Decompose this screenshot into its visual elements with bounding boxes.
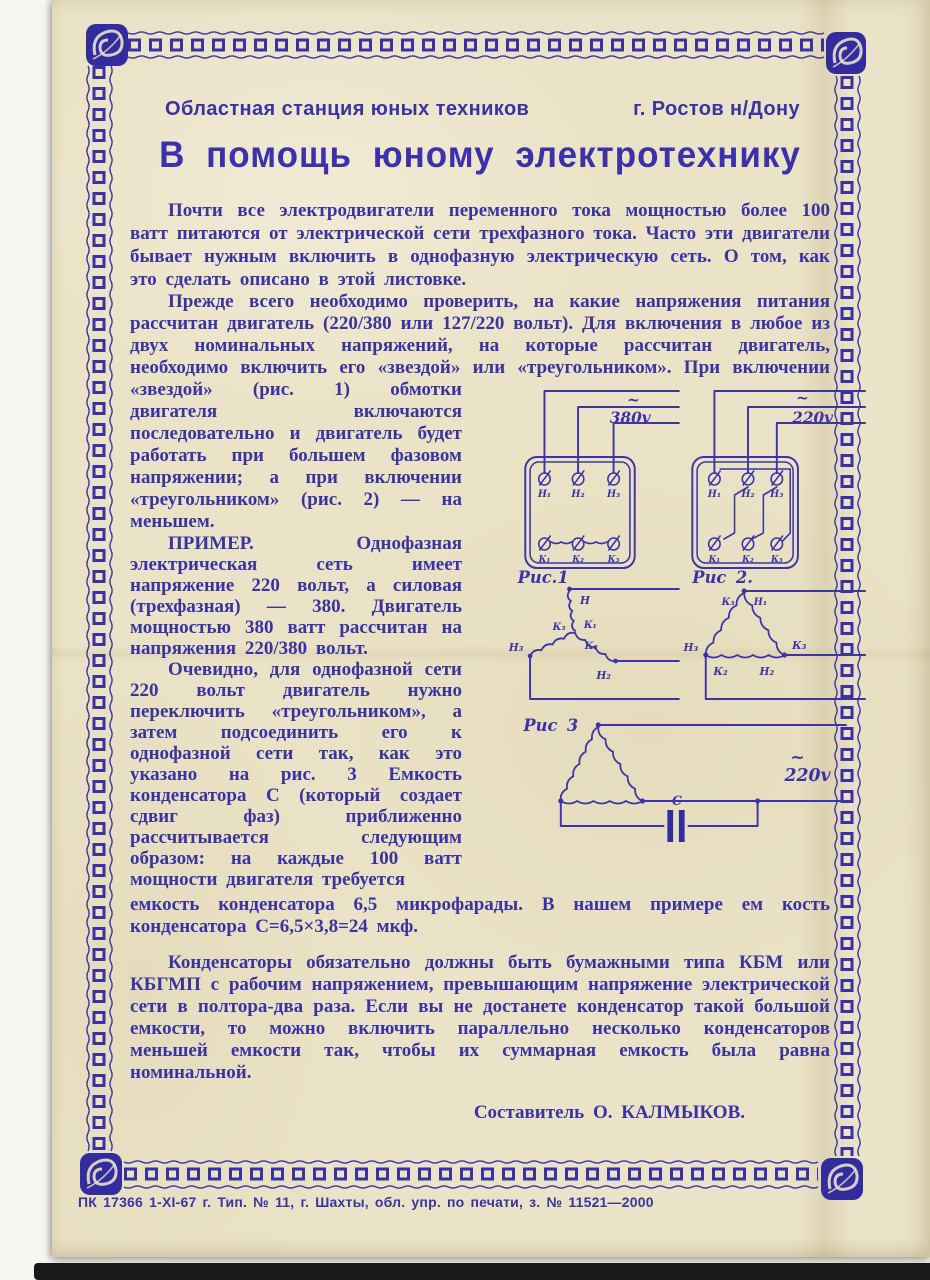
masthead-organization: Областная станция юных техников xyxy=(165,98,530,120)
masthead xyxy=(130,98,830,121)
fig2-winding-topleft-label: К₃ xyxy=(721,596,735,609)
fig1-tilde: ~ xyxy=(627,389,640,410)
fig1-caption: Рис.1 xyxy=(517,566,569,588)
fig1-winding-top-label: Н xyxy=(580,593,590,608)
paragraph-connections-wrapped: При включении «звездой» (рис. 1) обмотки двигателя включаются последовательно и двигатель будет работать при большем фазовом напряжении; а при включении «треугольником» (рис. 2) — на меньшем. xyxy=(130,357,830,532)
fig2-terminals xyxy=(709,471,783,550)
page-title: В помощь юному электротехнику xyxy=(159,133,801,176)
circuit-figures xyxy=(508,381,868,851)
fig2-caption: Рис 2. xyxy=(692,566,753,588)
fig1-winding-center-right: К₁ xyxy=(583,619,597,632)
fig1-label-k2: К₂ xyxy=(572,554,584,566)
fig2-label-n1: Н₁ xyxy=(707,488,722,501)
fig1-label-n2: Н₂ xyxy=(571,488,585,501)
fig2-winding-topright-label: Н₁ xyxy=(753,596,768,609)
leaflet-page xyxy=(52,0,930,1257)
corner-ornament-top-right xyxy=(826,32,866,74)
paragraph-intro: Почти все электродвигатели переменного тока мощностью более 100 ватт питаются от электрической сети трехфазного тока. Часто эти двигатели бывает нужным включить в однофазную электрическую сеть. О том, как это сделать описано в этой листовке. xyxy=(130,200,830,290)
fig1-winding-center-left: К₃ xyxy=(552,621,566,634)
fig1-winding-center-bottom: К₂ xyxy=(584,640,598,653)
fig2-label-k3: К₃ xyxy=(770,554,783,566)
paragraph-connections-intro: Прежде всего необходимо проверить, на какие напряжения питания рассчитан двигатель (220/380 или 127/220 вольт). Для включения в любое из двух номинальных напряжений, на которые рассчитан двигатель, необходимо включить его «звездой» или «треугольником». xyxy=(130,291,830,378)
fig1-label-k1: К₁ xyxy=(538,554,551,566)
corner-ornament-bottom-right xyxy=(821,1158,863,1200)
masthead-city: г. Ростов н/Дону xyxy=(633,98,800,120)
leaflet-content xyxy=(130,0,834,1124)
fig1-terminals xyxy=(539,471,620,550)
fig1-label-n1: Н₁ xyxy=(537,488,552,501)
figure-1-star-box xyxy=(517,390,679,587)
body-text xyxy=(130,199,834,1124)
paragraph-capacitance: Очевидно, для однофазной сети 220 вольт двигатель нужно переключить «треугольником», а затем подсоединить его к однофазной сети так, как это указано на рис. 3 Емкость конденсатора С (который создает сдвиг фаз) приближенно рассчитывается следующим образом: на каждые 100 ватт мощности двигателя требуется xyxy=(130,659,462,890)
scanner-edge xyxy=(34,1263,930,1280)
fig1-winding-left-label: Н₃ xyxy=(508,640,524,655)
fig2-label-n2: Н₂ xyxy=(741,488,755,501)
fig2-winding-left-label: Н₃ xyxy=(683,640,699,655)
fig2-winding-bottomright-label: Н₂ xyxy=(759,664,775,679)
figure-1-star-winding xyxy=(508,587,679,699)
corner-ornament-bottom-left xyxy=(80,1153,122,1195)
fig3-tilde: ~ xyxy=(790,746,805,769)
fig2-winding-right-label: К₃ xyxy=(792,638,807,653)
fig2-tilde: ~ xyxy=(796,387,809,408)
figure-2-delta-winding xyxy=(683,588,866,699)
fig1-voltage: 380v xyxy=(609,407,651,428)
paragraph-example: ПРИМЕР. Однофазная электрическая сеть имеет напряжение 220 вольт, а силовая (трехфазная) — 380. Двигатель мощностью 380 ватт рассчитан на напряжения 220/380 вольт. xyxy=(130,533,462,659)
fig3-caption: Рис 3 xyxy=(523,714,579,736)
fig2-label-n3: Н₃ xyxy=(770,488,784,501)
paragraph-capacitance-cont: емкость конденсатора 6,5 микрофарады. В нашем примере ем кость конденсатора С=6,5×3,8=24 мкф. xyxy=(130,894,830,937)
paragraph-capacitor-types: Конденсаторы обязательно должны быть бумажными типа КБМ или КБГМП с рабочим напряжением, превышающим напряжение электрической сети в полтора-два раза. Если вы не достанете конденсатор такой большой емкости, то можно включить параллельно несколько конденсаторов меньшей емкости так, чтобы их суммарная емкость была равна номинальной. xyxy=(130,952,830,1083)
byline: Составитель О. КАЛМЫКОВ. xyxy=(473,1102,745,1123)
fig2-label-k1: К₁ xyxy=(708,554,721,566)
fig1-winding-right-label: Н₂ xyxy=(596,668,611,683)
fig2-label-k2: К₂ xyxy=(742,554,754,566)
corner-ornament-top-left xyxy=(86,24,128,66)
fig1-label-n3: Н₃ xyxy=(606,488,621,501)
fig2-voltage: 220v xyxy=(792,407,834,428)
fig2-winding-bottomleft-label: К₂ xyxy=(713,664,728,679)
fig1-label-k3: К₃ xyxy=(607,554,620,566)
fig3-capacitor-label: С xyxy=(671,793,682,810)
figure-3-capacitor-circuit xyxy=(522,715,846,842)
figures-block xyxy=(470,381,834,891)
print-imprint: ПК 17366 1-XI-67 г. Тип. № 11, г. Шахты, обл. упр. по печати, з. № 11521—2000 xyxy=(78,1194,654,1210)
figure-2-delta-box xyxy=(691,388,865,587)
fig3-voltage: 220v xyxy=(784,764,831,787)
